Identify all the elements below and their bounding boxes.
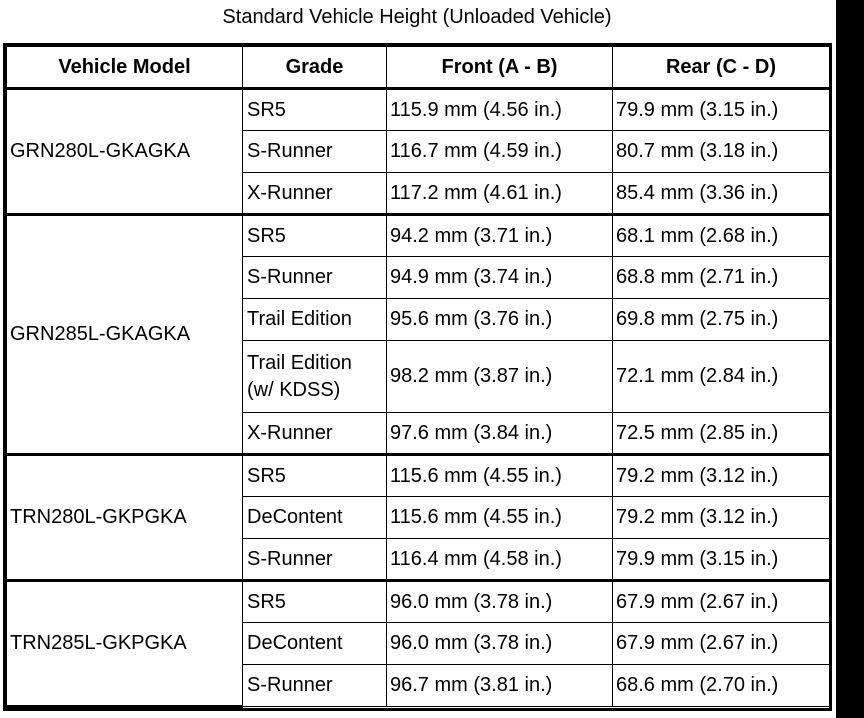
front-height-cell: 97.6 mm (3.84 in.) bbox=[387, 413, 613, 455]
rear-height-cell: 79.9 mm (3.15 in.) bbox=[613, 539, 830, 581]
rear-height-cell: 68.6 mm (2.70 in.) bbox=[613, 665, 830, 707]
grade-cell: DeContent bbox=[243, 623, 387, 665]
front-height-cell: 96.0 mm (3.78 in.) bbox=[387, 581, 613, 623]
table-caption: Standard Vehicle Height (Unloaded Vehicle) bbox=[222, 6, 612, 28]
header-grade: Grade bbox=[243, 47, 387, 89]
page-edge-bar bbox=[836, 0, 864, 718]
vehicle-model-cell: GRN285L-GKAGKA bbox=[7, 215, 243, 455]
grade-cell: S-Runner bbox=[243, 539, 387, 581]
rear-height-cell: 79.9 mm (3.15 in.) bbox=[613, 89, 830, 131]
vehicle-model-cell: TRN280L-GKPGKA bbox=[7, 455, 243, 581]
grade-cell: S-Runner bbox=[243, 665, 387, 707]
rear-height-cell: 69.8 mm (2.75 in.) bbox=[613, 299, 830, 341]
front-height-cell: 94.9 mm (3.74 in.) bbox=[387, 257, 613, 299]
rear-height-cell: 79.2 mm (3.12 in.) bbox=[613, 455, 830, 497]
header-front: Front (A - B) bbox=[387, 47, 613, 89]
rear-height-cell: 68.1 mm (2.68 in.) bbox=[613, 215, 830, 257]
grade-cell: SR5 bbox=[243, 581, 387, 623]
grade-cell: SR5 bbox=[243, 89, 387, 131]
rear-height-cell: 67.9 mm (2.67 in.) bbox=[613, 623, 830, 665]
grade-cell: SR5 bbox=[243, 215, 387, 257]
grade-cell: S-Runner bbox=[243, 131, 387, 173]
grade-cell: X-Runner bbox=[243, 173, 387, 215]
header-rear: Rear (C - D) bbox=[613, 47, 830, 89]
rear-height-cell: 80.7 mm (3.18 in.) bbox=[613, 131, 830, 173]
front-height-cell: 115.6 mm (4.55 in.) bbox=[387, 455, 613, 497]
table-outer-border bbox=[3, 43, 832, 711]
rear-height-cell: 68.8 mm (2.71 in.) bbox=[613, 257, 830, 299]
front-height-cell: 96.7 mm (3.81 in.) bbox=[387, 665, 613, 707]
header-vehicle-model: Vehicle Model bbox=[7, 47, 243, 89]
grade-cell: DeContent bbox=[243, 497, 387, 539]
grade-cell: X-Runner bbox=[243, 413, 387, 455]
vehicle-model-cell: TRN285L-GKPGKA bbox=[7, 581, 243, 707]
front-height-cell: 117.2 mm (4.61 in.) bbox=[387, 173, 613, 215]
rear-height-cell: 85.4 mm (3.36 in.) bbox=[613, 173, 830, 215]
grade-cell: S-Runner bbox=[243, 257, 387, 299]
rear-height-cell: 72.1 mm (2.84 in.) bbox=[613, 341, 830, 413]
vehicle-model-cell: GRN280L-GKAGKA bbox=[7, 89, 243, 215]
front-height-cell: 94.2 mm (3.71 in.) bbox=[387, 215, 613, 257]
grade-cell: Trail Edition bbox=[243, 299, 387, 341]
front-height-cell: 115.6 mm (4.55 in.) bbox=[387, 497, 613, 539]
rear-height-cell: 79.2 mm (3.12 in.) bbox=[613, 497, 830, 539]
grade-cell: SR5 bbox=[243, 455, 387, 497]
front-height-cell: 95.6 mm (3.76 in.) bbox=[387, 299, 613, 341]
grade-line: Trail Edition bbox=[247, 351, 352, 374]
rear-height-cell: 67.9 mm (2.67 in.) bbox=[613, 581, 830, 623]
front-height-cell: 96.0 mm (3.78 in.) bbox=[387, 623, 613, 665]
front-height-cell: 115.9 mm (4.56 in.) bbox=[387, 89, 613, 131]
front-height-cell: 116.7 mm (4.59 in.) bbox=[387, 131, 613, 173]
front-height-cell: 116.4 mm (4.58 in.) bbox=[387, 539, 613, 581]
grade-line-option: (w/ KDSS) bbox=[247, 378, 341, 401]
rear-height-cell: 72.5 mm (2.85 in.) bbox=[613, 413, 830, 455]
front-height-cell: 98.2 mm (3.87 in.) bbox=[387, 341, 613, 413]
